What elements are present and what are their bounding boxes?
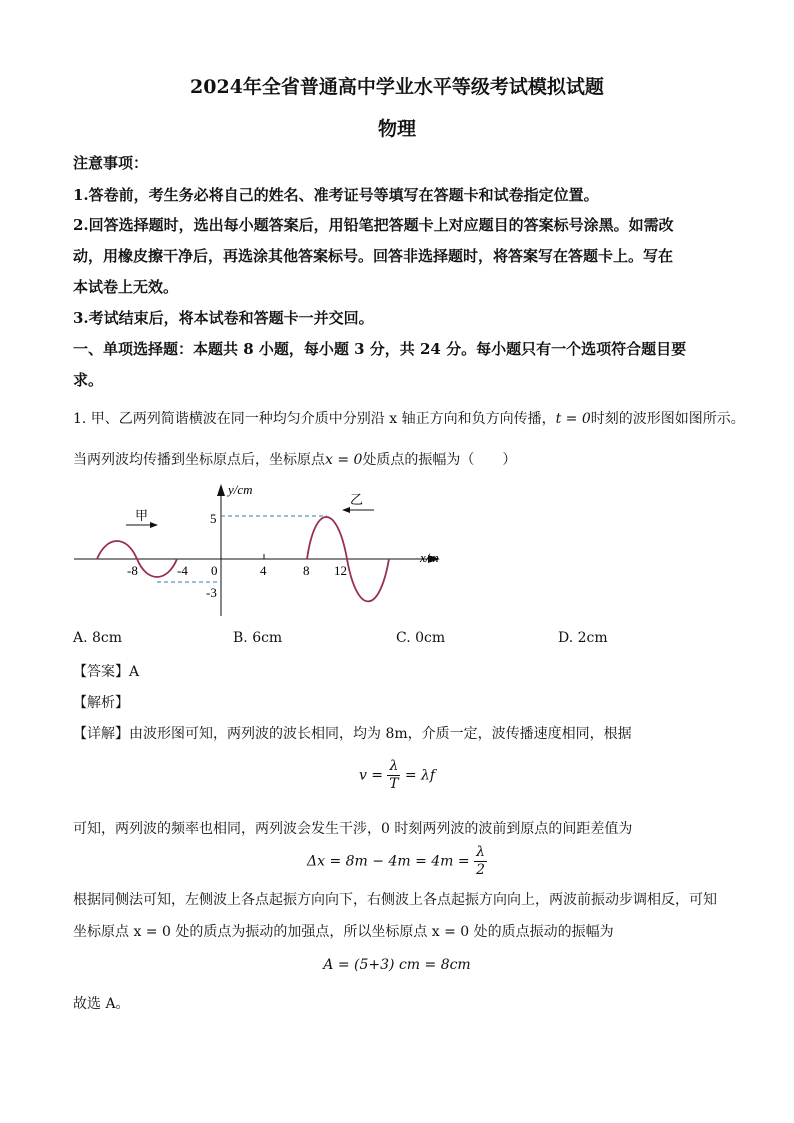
arrow-right-jia-head: [150, 522, 158, 528]
x-tick-label-12: 12: [334, 563, 347, 578]
x-tick-label-4: 4: [260, 563, 267, 578]
x-tick-label-8: 8: [303, 563, 310, 578]
subject-title: 物理: [377, 118, 416, 140]
x-tick-label-neg8: -8: [127, 563, 138, 578]
label-jia: 甲: [135, 508, 149, 523]
note-item-3: 3.考试结束后，将本试卷和答题卡一并交回。: [73, 309, 374, 327]
detail-paragraph-2: 可知，两列波的频率也相同，两列波会发生干涉，0 时刻两列波的波前到原点的间距差值为: [73, 821, 633, 837]
note-item-2-line-2: 动，用橡皮擦干净后，再选涂其他答案标号。回答非选择题时，将答案写在答题卡上。写在: [73, 247, 674, 265]
x-axis-label: x/m: [420, 550, 439, 565]
option-c: C. 0cm: [396, 630, 446, 646]
x-tick-label-neg4: -4: [177, 563, 188, 578]
note-item-2-line-3: 本试卷上无效。: [73, 278, 179, 296]
conclusion: 故选 A。: [73, 996, 130, 1012]
detail-paragraph-3-line-2: 坐标原点 x = 0 处的质点为振动的加强点，所以坐标原点 x = 0 处的质点振动的振幅为: [73, 924, 614, 940]
equation-3: A = (5+3) cm = 8cm: [323, 957, 471, 973]
note-item-2-line-1: 2.回答选择题时，选出每小题答案后，用铅笔把答题卡上对应题目的答案标号涂黑。如需改: [73, 216, 674, 234]
arrow-left-yi-head: [342, 507, 350, 513]
option-b: B. 6cm: [233, 630, 283, 646]
note-item-1: 1.答卷前，考生务必将自己的姓名、准考证号等填写在答题卡和试卷指定位置。: [73, 186, 599, 204]
math-x-equals-0: x = 0: [325, 452, 363, 468]
detail-paragraph-3-line-1: 根据同侧法可知，左侧波上各点起振方向向下，右侧波上各点起振方向向上，两波前振动步调相反，可知: [73, 892, 717, 908]
fraction-lambda-over-t: $\frac{\lambda}{T}$: [389, 758, 399, 792]
label-yi: 乙: [350, 492, 364, 507]
notes-heading: 注意事项：: [73, 154, 149, 172]
equation-2: Δx = 8m − 4m = 4m = $\frac{\lambda}{2}$: [307, 844, 485, 878]
section-heading-line-2: 求。: [73, 371, 104, 389]
x-tick-label-0: 0: [211, 563, 218, 578]
detail-paragraph-1: 【详解】由波形图可知，两列波的波长相同，均为 8m，介质一定，波传播速度相同，根据: [73, 726, 632, 742]
fraction-lambda-over-2: $\frac{\lambda}{2}$: [476, 844, 485, 878]
y-axis-arrow: [217, 484, 225, 496]
equation-1: v = $\frac{\lambda}{T}$ = λf: [358, 758, 436, 792]
math-t-equals-0: t = 0: [555, 411, 591, 427]
section-heading-line-1: 一、单项选择题：本题共 8 小题，每小题 3 分，共 24 分。每小题只有一个选项符合题目要: [73, 340, 687, 358]
wave-figure: [70, 478, 450, 618]
answer-label: 【答案】A: [73, 664, 140, 680]
y-tick-label-neg3: -3: [206, 585, 217, 600]
detail-label: 【详解】: [73, 726, 129, 742]
option-a: A. 8cm: [73, 630, 123, 646]
analysis-label: 【解析】: [73, 695, 129, 711]
y-tick-label-5: 5: [210, 511, 217, 526]
question-1-stem-line-2: 当两列波均传播到坐标原点后，坐标原点x = 0处质点的振幅为（ ）: [73, 452, 517, 468]
question-1-stem-line-1: 1. 甲、乙两列简谐横波在同一种均匀介质中分别沿 x 轴正方向和负方向传播，t = 0时刻的波形图如图所示。: [73, 411, 745, 427]
y-axis-label: y/cm: [228, 482, 253, 497]
option-d: D. 2cm: [558, 630, 608, 646]
exam-title: 2024年全省普通高中学业水平等级考试模拟试题: [190, 76, 604, 98]
